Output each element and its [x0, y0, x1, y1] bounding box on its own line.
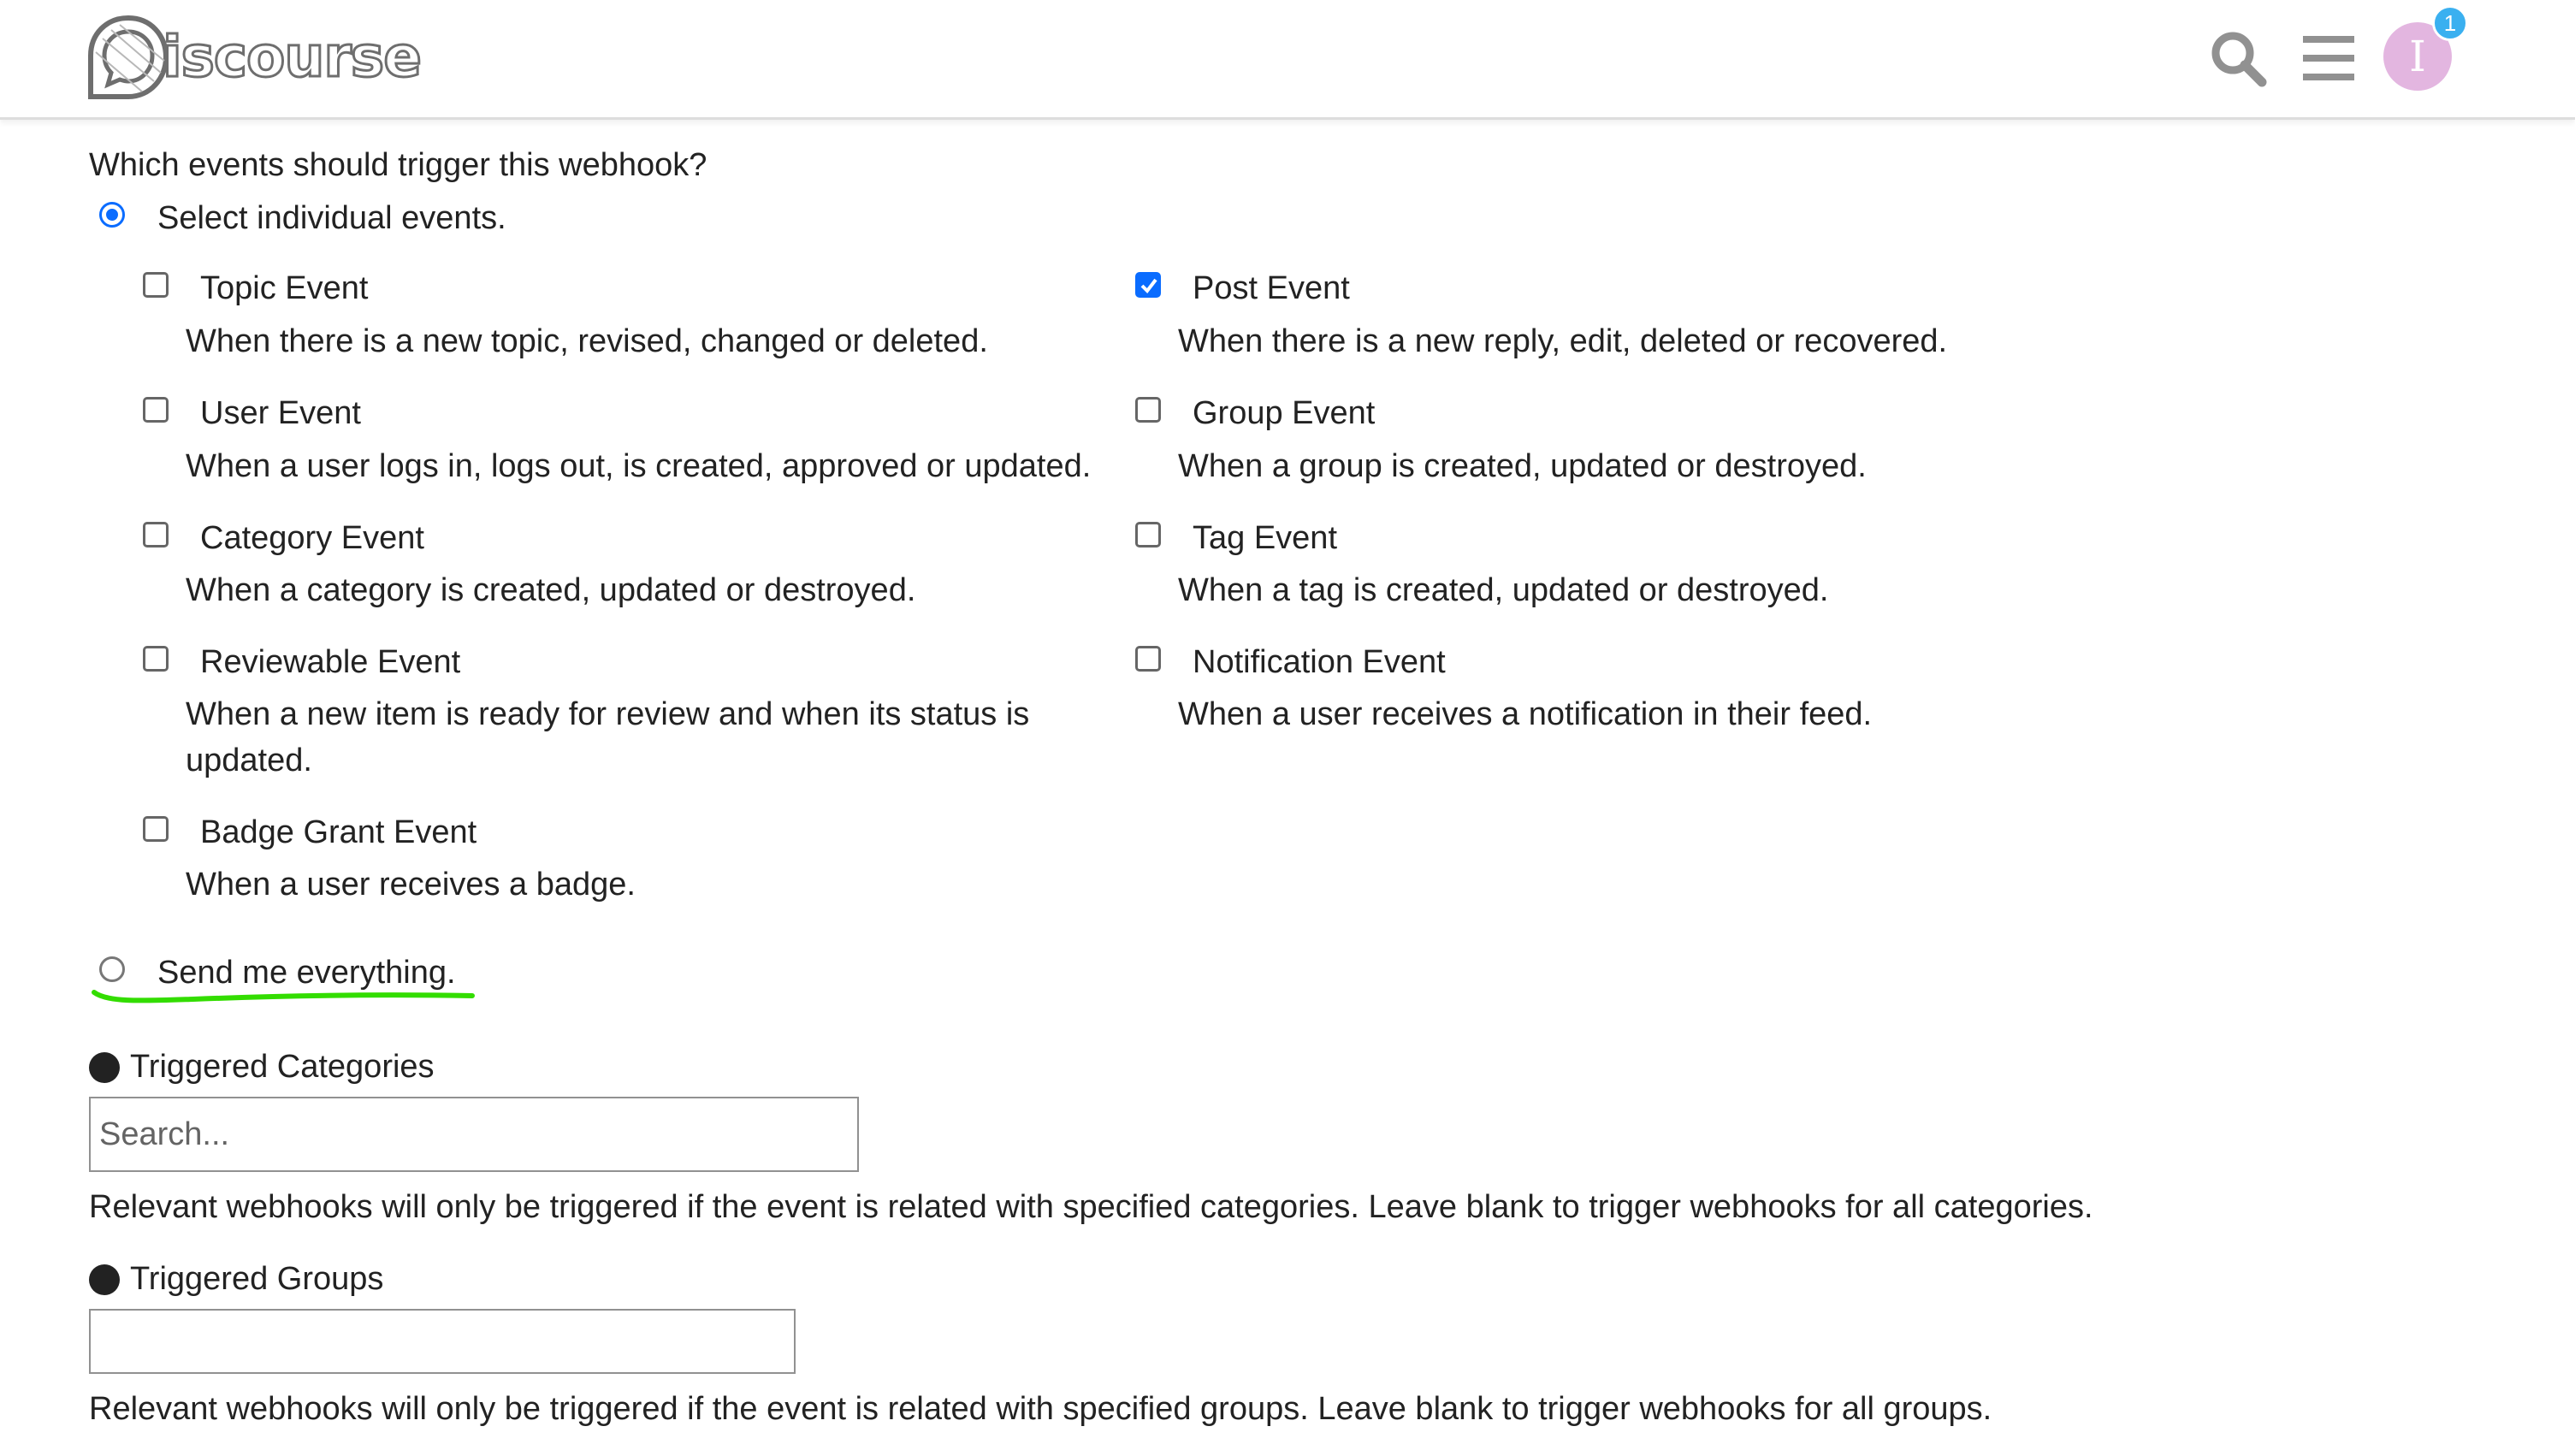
notification-event-checkbox[interactable]: [1135, 646, 1161, 672]
events-question: Which events should trigger this webhook?: [89, 147, 707, 183]
topic-event-description: When there is a new topic, revised, changed or deleted.: [186, 323, 988, 359]
badge-grant-event-description: When a user receives a badge.: [186, 867, 636, 903]
notification-event-description: When a user receives a notification in their feed.: [1178, 696, 1873, 732]
badge-grant-event-checkbox[interactable]: [143, 816, 169, 842]
reviewable-event-label[interactable]: Reviewable Event: [200, 644, 461, 680]
post-event-description: When there is a new reply, edit, deleted or recovered.: [1178, 323, 1948, 359]
send-everything-label[interactable]: Send me everything.: [157, 955, 456, 991]
triggered-categories-help: Relevant webhooks will only be triggered if the event is related with specified categories. Leave blank to trigger webhooks for all categories.: [89, 1189, 2093, 1225]
discourse-logo[interactable]: [86, 10, 421, 104]
topic-event-checkbox[interactable]: [143, 272, 169, 298]
user-event-description: When a user logs in, logs out, is created, approved or updated.: [186, 448, 1092, 484]
category-event-label[interactable]: Category Event: [200, 520, 424, 556]
notification-event-label[interactable]: Notification Event: [1193, 644, 1446, 680]
logo-bubble-icon: [86, 13, 171, 102]
triggered-categories-search-input[interactable]: [89, 1097, 859, 1172]
post-event-label[interactable]: Post Event: [1193, 270, 1350, 306]
hamburger-menu-button[interactable]: [2296, 26, 2361, 91]
triggered-groups-help: Relevant webhooks will only be triggered if the event is related with specified groups. Leave blank to trigger webhooks for all groups.: [89, 1391, 1992, 1427]
search-button[interactable]: [2205, 26, 2270, 91]
user-event-checkbox[interactable]: [143, 397, 169, 423]
site-header: [0, 0, 2575, 120]
topic-event-label[interactable]: Topic Event: [200, 270, 369, 306]
notification-badge[interactable]: 1: [2432, 5, 2468, 41]
triggered-groups-bullet: [89, 1264, 120, 1295]
tag-event-label[interactable]: Tag Event: [1193, 520, 1337, 556]
tag-event-description: When a tag is created, updated or destroyed.: [1178, 572, 1829, 608]
select-individual-label[interactable]: Select individual events.: [157, 200, 506, 236]
group-event-label[interactable]: Group Event: [1193, 395, 1376, 431]
group-event-checkbox[interactable]: [1135, 397, 1161, 423]
category-event-checkbox[interactable]: [143, 522, 169, 547]
tag-event-checkbox[interactable]: [1135, 522, 1161, 547]
search-icon: [2207, 27, 2269, 89]
green-underline-annotation: [91, 984, 476, 1009]
category-event-description: When a category is created, updated or destroyed.: [186, 572, 916, 608]
logo-text: iscourse: [163, 24, 421, 90]
user-event-label[interactable]: User Event: [200, 395, 361, 431]
post-event-checkbox[interactable]: [1135, 272, 1161, 298]
triggered-categories-bullet: [89, 1052, 120, 1083]
hamburger-icon: [2301, 33, 2356, 84]
user-avatar[interactable]: I: [2383, 22, 2452, 91]
group-event-description: When a group is created, updated or destroyed.: [1178, 448, 1867, 484]
triggered-categories-label: Triggered Categories: [130, 1049, 435, 1085]
checkmark-icon: [1140, 276, 1158, 295]
triggered-groups-input[interactable]: [89, 1309, 796, 1374]
reviewable-event-description: When a new item is ready for review and when its status is updated.: [186, 696, 1030, 778]
select-individual-radio[interactable]: [99, 202, 125, 228]
triggered-groups-label: Triggered Groups: [130, 1261, 384, 1297]
badge-grant-event-label[interactable]: Badge Grant Event: [200, 814, 477, 850]
send-everything-radio[interactable]: [99, 956, 125, 982]
reviewable-event-checkbox[interactable]: [143, 646, 169, 672]
